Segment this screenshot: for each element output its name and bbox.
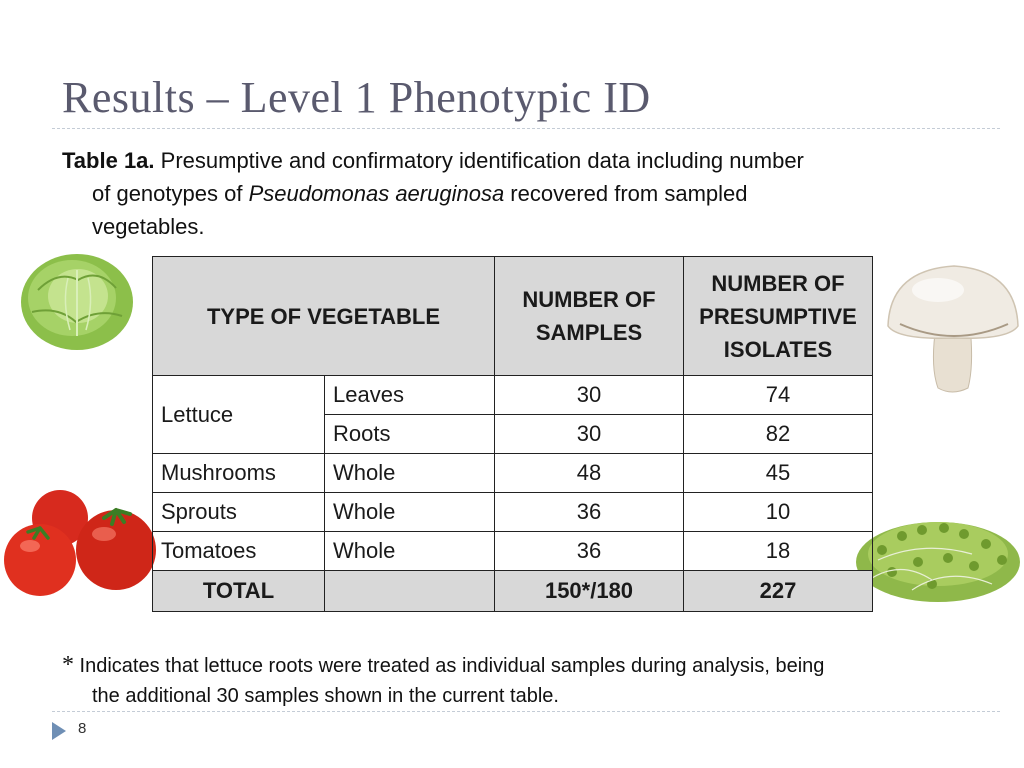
header-samples-line-1: NUMBER OF bbox=[522, 287, 656, 312]
tomatoes-image bbox=[0, 488, 160, 600]
footnote-line-1 bbox=[62, 650, 982, 681]
mushroom-image bbox=[878, 256, 1024, 400]
footer-divider bbox=[52, 711, 1000, 712]
part-cell: Whole bbox=[325, 454, 495, 493]
header-presumptive-isolates bbox=[684, 257, 873, 376]
isolates-cell: 18 bbox=[684, 532, 873, 571]
isolates-cell: 10 bbox=[684, 493, 873, 532]
header-vegetable-type: TYPE OF VEGETABLE bbox=[153, 257, 495, 376]
samples-cell: 48 bbox=[495, 454, 684, 493]
page-number: 8 bbox=[78, 720, 87, 737]
caption-line-3: vegetables. bbox=[92, 214, 205, 239]
header-number-of-samples bbox=[495, 257, 684, 376]
samples-cell: 30 bbox=[495, 376, 684, 415]
caption-text: Presumptive and confirmatory identification data including number bbox=[154, 148, 804, 173]
header-isolates-line-2: PRESUMPTIVE bbox=[699, 303, 857, 329]
table-row bbox=[153, 376, 873, 415]
caption-label: Table 1a. bbox=[62, 148, 155, 173]
table-row bbox=[153, 493, 873, 532]
vegetable-cell: Lettuce bbox=[153, 376, 325, 454]
table-caption bbox=[62, 144, 962, 243]
caption-line-1 bbox=[62, 144, 962, 177]
table-header-row bbox=[153, 257, 873, 376]
sprouts-image bbox=[852, 500, 1024, 608]
caption-text-2b: recovered from sampled bbox=[504, 181, 748, 206]
footnote-asterisk: * bbox=[62, 652, 74, 678]
header-isolates-line-1: NUMBER OF bbox=[711, 270, 845, 296]
footnote-line-2: the additional 30 samples shown in the current table. bbox=[92, 685, 559, 707]
vegetable-cell: Tomatoes bbox=[153, 532, 325, 571]
caption-line-2 bbox=[62, 177, 962, 210]
isolates-cell: 45 bbox=[684, 454, 873, 493]
total-samples: 150*/180 bbox=[495, 571, 684, 612]
part-cell: Whole bbox=[325, 532, 495, 571]
caption-text-2a: of genotypes of bbox=[92, 181, 249, 206]
header-isolates-line-3: ISOLATES bbox=[723, 336, 833, 362]
samples-cell: 30 bbox=[495, 415, 684, 454]
samples-cell: 36 bbox=[495, 493, 684, 532]
vegetable-cell: Sprouts bbox=[153, 493, 325, 532]
total-label: TOTAL bbox=[153, 571, 325, 612]
isolates-table bbox=[152, 256, 873, 612]
total-empty-cell bbox=[325, 571, 495, 612]
part-cell: Leaves bbox=[325, 376, 495, 415]
isolates-cell: 74 bbox=[684, 376, 873, 415]
vegetable-cell: Mushrooms bbox=[153, 454, 325, 493]
footnote bbox=[62, 650, 982, 711]
total-isolates: 227 bbox=[684, 571, 873, 612]
part-cell: Whole bbox=[325, 493, 495, 532]
title-divider bbox=[52, 128, 1000, 129]
table-total-row bbox=[153, 571, 873, 612]
caption-species: Pseudomonas aeruginosa bbox=[248, 181, 505, 206]
table-row bbox=[153, 454, 873, 493]
part-cell: Roots bbox=[325, 415, 495, 454]
triangle-bullet-icon bbox=[52, 722, 66, 740]
samples-cell: 36 bbox=[495, 532, 684, 571]
table-row bbox=[153, 532, 873, 571]
lettuce-image bbox=[18, 250, 136, 352]
slide-title: Results – Level 1 Phenotypic ID bbox=[62, 73, 651, 122]
footnote-text-1: Indicates that lettuce roots were treated as individual samples during analysis, being bbox=[74, 655, 825, 677]
header-samples-line-2: SAMPLES bbox=[535, 320, 643, 345]
isolates-cell: 82 bbox=[684, 415, 873, 454]
